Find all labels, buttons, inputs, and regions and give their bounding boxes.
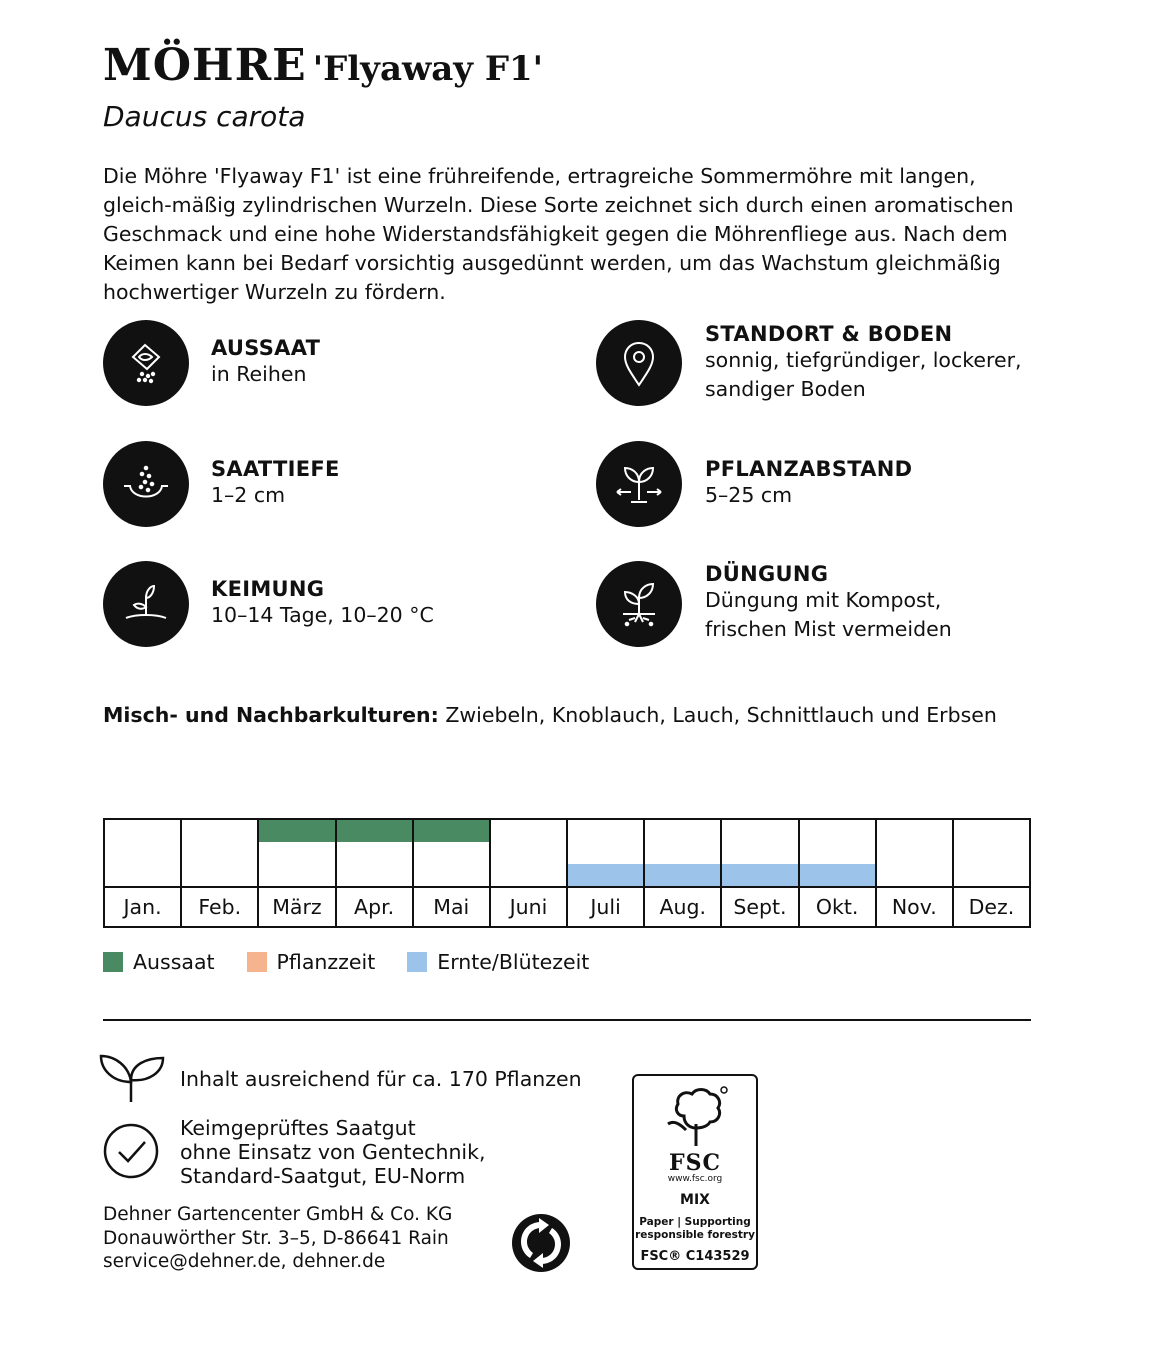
companion-plants xyxy=(103,703,997,727)
saattiefe-text: 1–2 cm xyxy=(211,483,286,507)
calendar-month-label: Dez. xyxy=(954,886,1029,926)
company-address: Donauwörther Str. 3–5, D-86641 Rain xyxy=(103,1227,449,1249)
standort-text-2: sandiger Boden xyxy=(705,377,866,401)
fsc-logo-text: FSC xyxy=(668,1150,722,1176)
pflanzabstand-block xyxy=(705,457,912,510)
latin-name: Daucus carota xyxy=(103,100,306,133)
calendar-month-label: Apr. xyxy=(337,886,412,926)
legend-ernte xyxy=(407,950,589,974)
saattiefe-block xyxy=(211,457,340,510)
calendar-month-label: März xyxy=(259,886,334,926)
seed-depth-icon xyxy=(103,441,189,527)
duengung-text-1: Düngung mit Kompost, xyxy=(705,588,942,612)
legend-aussaat xyxy=(103,950,215,974)
aussaat-text: in Reihen xyxy=(211,362,307,386)
product-title xyxy=(103,40,543,91)
aussaat-title: AUSSAAT xyxy=(211,336,321,360)
ernte-band xyxy=(722,864,797,886)
pflanzabstand-title: PFLANZABSTAND xyxy=(705,457,913,481)
fsc-paper-1: Paper | Supporting xyxy=(639,1216,751,1228)
checkmark-icon xyxy=(102,1122,160,1184)
content-amount: Inhalt ausreichend für ca. 170 Pflanzen xyxy=(180,1067,582,1091)
calendar-month-label: Aug. xyxy=(645,886,720,926)
divider xyxy=(103,1019,1031,1021)
aussaat-band xyxy=(259,820,334,842)
quality-line-2: ohne Einsatz von Gentechnik, xyxy=(180,1140,486,1164)
plant-spacing-icon xyxy=(596,441,682,527)
companion-label: Misch- und Nachbarkulturen: xyxy=(103,703,439,727)
location-pin-icon xyxy=(596,320,682,406)
calendar-month-label: Jan. xyxy=(105,886,180,926)
fsc-url: www.fsc.org xyxy=(667,1174,723,1184)
fsc-tree-icon xyxy=(660,1084,730,1150)
standort-title: STANDORT & BODEN xyxy=(705,322,953,346)
standort-text-1: sonnig, tiefgründiger, lockerer, xyxy=(705,348,1022,372)
calendar-month-label: Sept. xyxy=(722,886,797,926)
legend-swatch-aussaat xyxy=(103,952,123,972)
plant-roots-icon xyxy=(596,561,682,647)
calendar-month-label: Nov. xyxy=(877,886,952,926)
fsc-mix: MIX xyxy=(680,1192,710,1208)
pflanzabstand-text: 5–25 cm xyxy=(705,483,793,507)
duengung-text-2: frischen Mist vermeiden xyxy=(705,617,952,641)
keimung-block xyxy=(211,577,434,630)
standort-block xyxy=(705,322,1022,404)
legend-swatch-pflanzzeit xyxy=(247,952,267,972)
calendar-month-label: Feb. xyxy=(182,886,257,926)
leaf-icon xyxy=(97,1050,167,1110)
aussaat-band xyxy=(337,820,412,842)
quality-line-3: Standard-Saatgut, EU-Norm xyxy=(180,1164,466,1188)
calendar-month-5 xyxy=(414,820,491,926)
calendar-month-3 xyxy=(259,820,336,926)
calendar-month-4 xyxy=(337,820,414,926)
calendar-month-11 xyxy=(877,820,954,926)
ernte-band xyxy=(568,864,643,886)
calendar-month-8 xyxy=(645,820,722,926)
fsc-code: FSC® C143529 xyxy=(640,1249,750,1264)
calendar-month-7 xyxy=(568,820,645,926)
sprout-icon xyxy=(103,561,189,647)
calendar-month-label: Juni xyxy=(491,886,566,926)
quality-line-1: Keimgeprüftes Saatgut xyxy=(180,1116,416,1140)
saattiefe-title: SAATTIEFE xyxy=(211,457,340,481)
legend-label-ernte: Ernte/Blütezeit xyxy=(437,950,590,974)
calendar-month-label: Mai xyxy=(414,886,489,926)
ernte-band xyxy=(645,864,720,886)
quality-info xyxy=(180,1116,486,1188)
companion-text: Zwiebeln, Knoblauch, Lauch, Schnittlauch und Erbsen xyxy=(445,703,997,727)
calendar-month-1 xyxy=(105,820,182,926)
sowing-calendar xyxy=(103,818,1031,928)
legend-swatch-ernte xyxy=(407,952,427,972)
keimung-title: KEIMUNG xyxy=(211,577,325,601)
seed-packet-icon xyxy=(103,320,189,406)
title-main: MÖHRE xyxy=(103,40,307,91)
keimung-text: 10–14 Tage, 10–20 °C xyxy=(211,603,434,627)
calendar-month-9 xyxy=(722,820,799,926)
duengung-title: DÜNGUNG xyxy=(705,562,829,586)
title-variety: 'Flyaway F1' xyxy=(312,49,544,89)
description: Die Möhre 'Flyaway F1' ist eine frühreifende, ertragreiche Sommermöhre mit langen, gleich-mäßig zylindrischen Wurzeln. Diese Sorte zeichnet sich durch einen aromatischen Geschmack und eine hohe Widerstandsfähigkeit gegen die Möhrenfliege aus. Nach dem Keimen kann bei Bedarf vorsichtig ausgedünnt werden, um das Wachstum gleichmäßig hochwertiger Wurzeln zu fördern. xyxy=(103,164,1014,304)
calendar-month-10 xyxy=(800,820,877,926)
aussaat-block xyxy=(211,336,320,389)
company-info xyxy=(103,1203,452,1274)
calendar-month-label: Juli xyxy=(568,886,643,926)
calendar-legend xyxy=(103,950,621,974)
company-name: Dehner Gartencenter GmbH & Co. KG xyxy=(103,1204,453,1225)
legend-pflanzzeit xyxy=(247,950,376,974)
aussaat-band xyxy=(414,820,489,842)
legend-label-pflanzzeit: Pflanzzeit xyxy=(276,950,376,974)
green-dot-recycling-icon xyxy=(511,1213,571,1277)
legend-label-aussaat: Aussaat xyxy=(133,950,215,974)
company-contact: service@dehner.de, dehner.de xyxy=(103,1251,386,1272)
calendar-month-label: Okt. xyxy=(800,886,875,926)
calendar-month-6 xyxy=(491,820,568,926)
fsc-paper-2: responsible forestry xyxy=(635,1229,755,1241)
fsc-label xyxy=(632,1074,758,1270)
ernte-band xyxy=(800,864,875,886)
calendar-month-2 xyxy=(182,820,259,926)
duengung-block xyxy=(705,562,952,644)
calendar-month-12 xyxy=(954,820,1029,926)
